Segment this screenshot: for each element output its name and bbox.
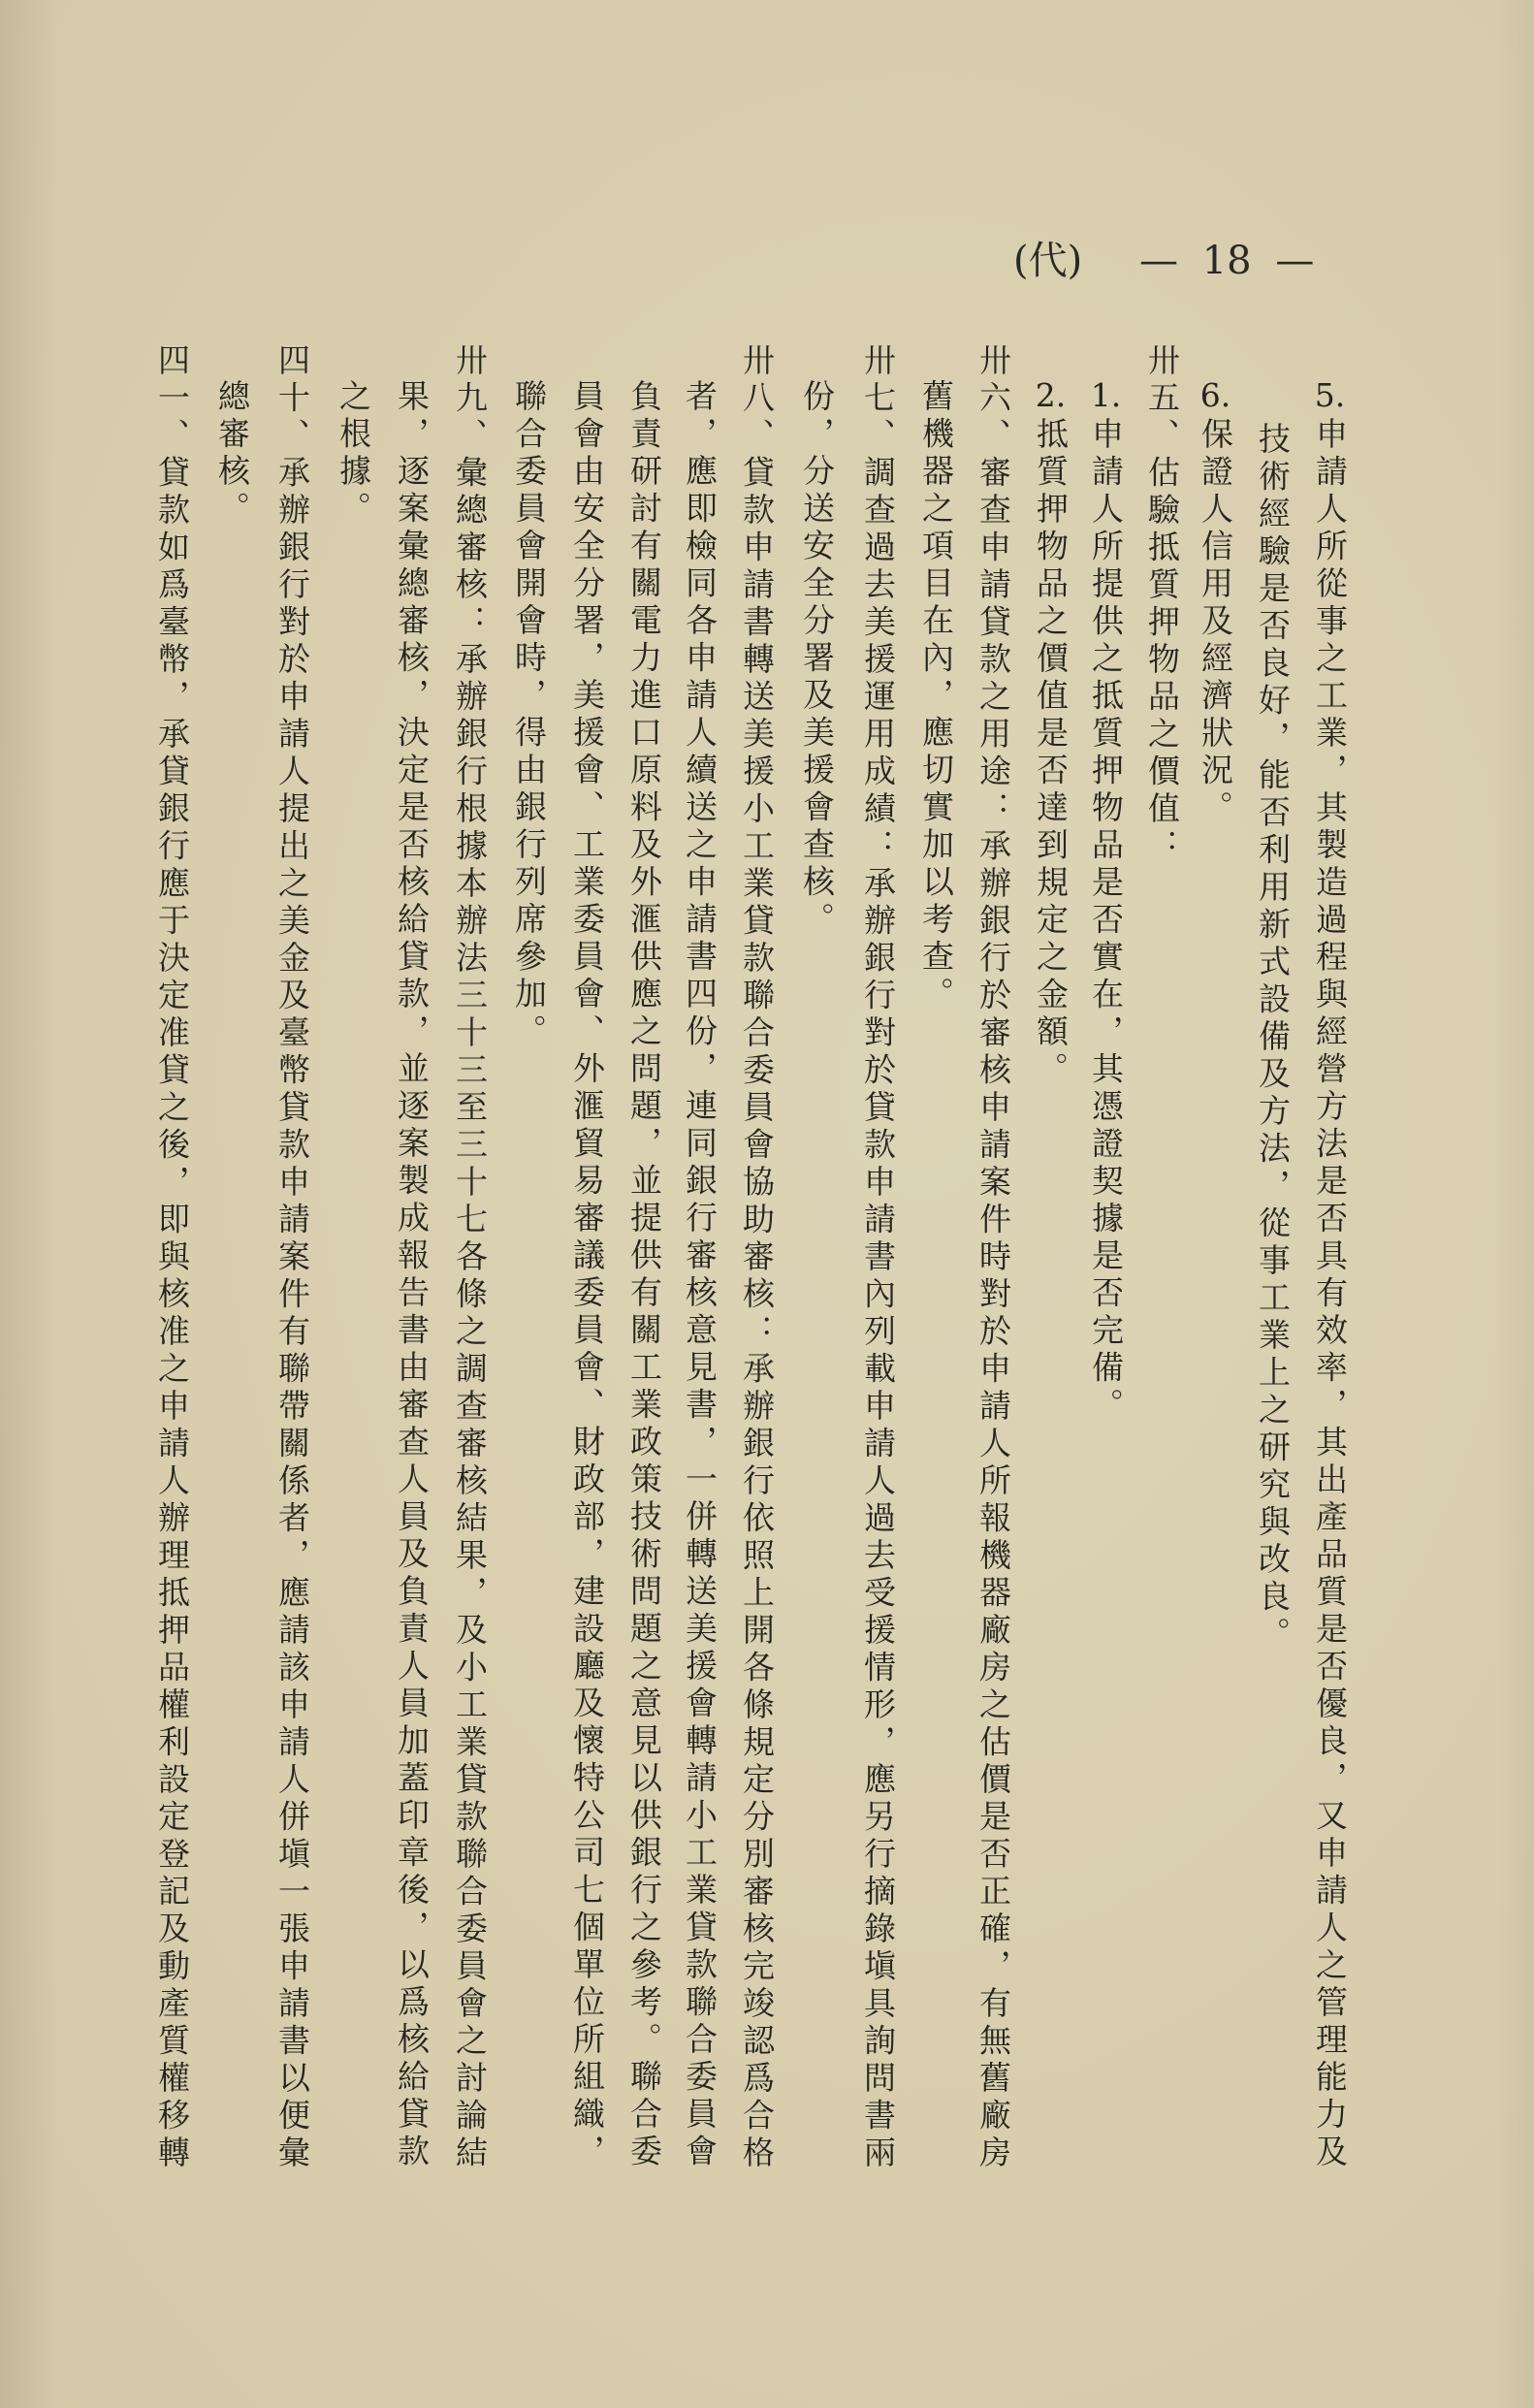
article-39-continuation-2: 之根據。 [335,379,372,529]
article-38-continuation-4: 聯合委員會開會時，得由銀行列席參加。 [510,379,548,1051]
article-38-continuation-1: 者，應即檢同各申請人續送之申請書四份，連同銀行審核意見書，一併轉送美援會轉請小工業貸款聯合委員會 [681,379,719,2171]
item-text: 申請人所從事之工業，其製造過程與經營方法是否具有效率，其出產品質是否優良，又申請人之管理能力及 [1311,417,1349,2172]
item-marker: 6. [1199,379,1231,411]
item-5-continuation: 技術經驗是否良好，能否利用新式設備及方法，從事工業上之研究與改良。 [1254,422,1292,1654]
item-marker: 1. [1090,379,1122,411]
article-40-continuation: 總審核。 [213,379,251,529]
article-38-continuation-3: 員會由安全分署，美援會、工業委員會、外滙貿易審議委員會、財政部，建設廳及懷特公司七個單位所組織， [568,379,606,2171]
article-41-line: 四一、貸款如爲臺幣，承貸銀行應于決定准貸之後，即與核准之申請人辦理抵押品權利設定登記及動產質權移轉 [153,343,191,2173]
item-text: 保證人信用及經濟狀況。 [1197,417,1234,828]
article-35-heading: 卅五、估驗抵質押物品之價值： [1143,343,1181,866]
item-text: 申請人所提供之抵質押物品是否實在，其憑證契據是否完備。 [1087,417,1125,1426]
item-6-line [1196,379,1234,828]
item-5-line [1310,379,1349,2172]
article-37-continuation: 份，分送安全分署及美援會查核。 [798,379,836,940]
page-header-note: (代) [1013,239,1083,283]
item-text: 抵質押物品之價值是否達到規定之金額。 [1032,417,1070,1089]
article-39-continuation-1: 果，逐案彙總審核，決定是否核給貸款，並逐案製成報告書由審查人員及負責人員加蓋印章後，以爲核給貸款 [393,379,431,2171]
article-40-line: 四十、承辦銀行對於申請人提出之美金及臺幣貸款申請案件有聯帶關係者，應請該申請人併塡一張申請書以便彙 [273,343,311,2173]
page-number: — 18 — [1139,239,1315,283]
item-marker: 2. [1035,379,1067,411]
article-37-line: 卅七、調查過去美援運用成績：承辦銀行對於貸款申請書內列載申請人過去受援情形，應另行摘錄塡具詢問書兩 [859,343,897,2173]
article-35-item-1 [1086,379,1125,1426]
article-36-line: 卅六、審查申請貸款之用途：承辦銀行於審核申請案件時對於申請人所報機器廠房之估價是否正確，有無舊廠房 [975,343,1012,2173]
article-35-item-2 [1031,379,1070,1089]
article-39-line: 卅九、彙總審核：承辦銀行根據本辦法三十三至三十七各條之調查審核結果，及小工業貸款聯合委員會之討論結 [451,343,489,2173]
article-38-line: 卅八、貸款申請書轉送美援小工業貸款聯合委員會協助審核：承辦銀行依照上開各條規定分別審核完竣認爲合格 [738,343,776,2173]
article-38-continuation-2: 負責研討有關電力進口原料及外滙供應之問題，並提供有關工業政策技術問題之意見以供銀行之參考。聯合委 [625,379,663,2171]
article-36-continuation: 舊機器之項目在內，應切實加以考查。 [917,379,955,1014]
item-marker: 5. [1314,379,1346,411]
